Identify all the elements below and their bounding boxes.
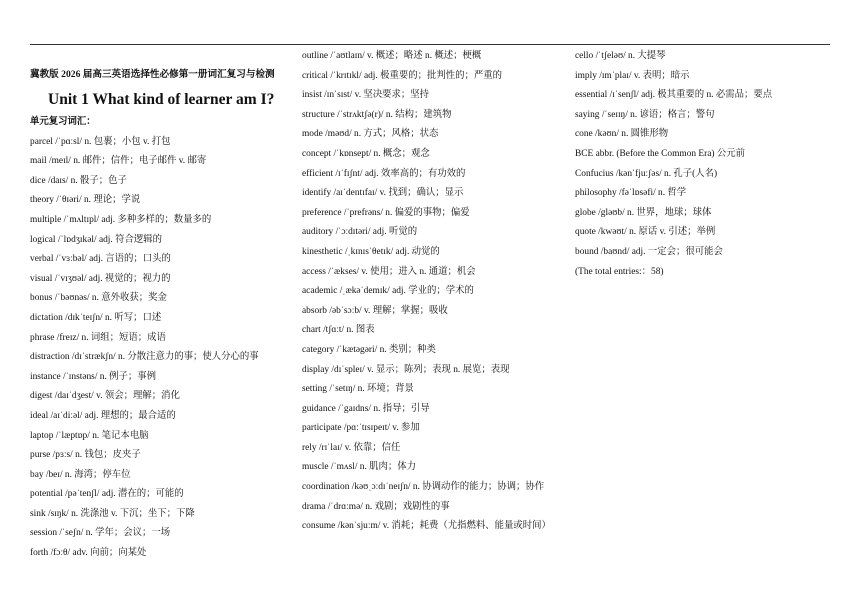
column-3 [575, 47, 825, 282]
vocab-entry: purse /pɜːs/ n. 钱包；皮夹子 [30, 450, 141, 461]
vocab-entry: logical /ˈlɒdʒɪkəl/ adj. 符合逻辑的 [30, 234, 162, 245]
vocab-entry: mail /meɪl/ n. 邮件；信件；电子邮件 v. 邮寄 [30, 156, 207, 167]
vocab-list-2 [302, 47, 564, 537]
vocab-entry: essential /ɪˈsenʃl/ adj. 极其重要的 n. 必需品；要点 [575, 90, 773, 101]
vocab-entry: display /dɪˈspleɪ/ v. 显示；陈列；表现 n. 展览；表现 [302, 364, 510, 375]
vocab-entry: consume /kənˈsjuːm/ v. 消耗；耗费（尤指燃料、能量或时间） [302, 521, 551, 532]
vocab-entry: absorb /əbˈsɔːb/ v. 理解；掌握；吸收 [302, 305, 448, 316]
vocab-entry: quote /kwəʊt/ n. 原话 v. 引述；举例 [575, 227, 716, 238]
vocab-entry: instance /ˈɪnstəns/ n. 例子；事例 [30, 371, 157, 382]
vocab-entry: theory /ˈθɪəri/ n. 理论；学说 [30, 195, 141, 206]
vocab-entry: category /ˈkætəgəri/ n. 类别；种类 [302, 344, 436, 355]
vocab-entry: bonus /ˈbəʊnəs/ n. 意外收获；奖金 [30, 293, 167, 304]
vocab-entry: insist /ɪnˈsɪst/ v. 坚决要求；坚持 [302, 90, 430, 101]
vocab-entry: auditory /ˈɔːdɪtəri/ adj. 听觉的 [302, 227, 418, 238]
vocab-entry: cello /ˈtʃeləʊ/ n. 大提琴 [575, 51, 666, 61]
vocab-entry: globe /gləʊb/ n. 世界，地球；球体 [575, 207, 712, 218]
vocab-entry: cone /kəʊn/ n. 圆锥形物 [575, 129, 669, 140]
vocab-entry: digest /daɪˈdʒest/ v. 领会；理解；消化 [30, 391, 180, 402]
vocab-entry: forth /fɔːθ/ adv. 向前；向某处 [30, 548, 147, 559]
vocab-entry: session /ˈseʃn/ n. 学年；会议；一场 [30, 528, 171, 539]
vocab-entry: access /ˈækses/ v. 使用；进入 n. 通道；机会 [302, 266, 476, 277]
header-rule [30, 44, 830, 45]
vocab-entry: dice /daɪs/ n. 骰子；色子 [30, 175, 127, 186]
vocab-entry: chart /tʃɑːt/ n. 图表 [302, 325, 375, 336]
vocab-entry: sink /sɪŋk/ n. 洗涤池 v. 下沉；坐下；下降 [30, 508, 195, 519]
unit-title: Unit 1 What kind of learner am I? [48, 91, 275, 108]
vocab-entry: (The total entries:：58) [575, 266, 664, 277]
vocab-entry: phrase /freɪz/ n. 词组；短语；成语 [30, 332, 166, 343]
vocab-entry: efficient /ɪˈfɪʃnt/ adj. 效率高的；有功效的 [302, 168, 466, 179]
vocab-entry: concept /ˈkɒnsept/ n. 概念；观念 [302, 148, 430, 159]
vocab-entry: philosophy /fəˈlɒsəfi/ n. 哲学 [575, 188, 687, 199]
section-label: 单元复习词汇： [30, 117, 96, 127]
vocab-entry: structure /ˈstrʌktʃə(r)/ n. 结构；建筑物 [302, 109, 452, 120]
vocab-entry: visual /ˈvɪʒʊəl/ adj. 视觉的；视力的 [30, 273, 171, 284]
vocab-entry: muscle /ˈmʌsl/ n. 肌肉；体力 [302, 462, 417, 473]
vocab-entry: ideal /aɪˈdiːəl/ adj. 理想的；最合适的 [30, 410, 176, 421]
vocab-entry: parcel /ˈpɑːsl/ n. 包裹；小包 v. 打包 [30, 136, 171, 147]
vocab-entry: dictation /dɪkˈteɪʃn/ n. 听写；口述 [30, 312, 162, 323]
vocab-entry: rely /rɪˈlaɪ/ v. 依靠；信任 [302, 442, 401, 453]
vocab-entry: setting /ˈsetɪŋ/ n. 环境；背景 [302, 384, 414, 395]
vocab-entry: laptop /ˈlæptɒp/ n. 笔记本电脑 [30, 430, 149, 441]
vocab-entry: BCE abbr. (Before the Common Era) 公元前 [575, 148, 746, 159]
vocab-entry: guidance /ˈgaɪdns/ n. 指导；引导 [302, 403, 430, 414]
vocab-entry: preference /ˈprefrəns/ n. 偏爱的事物；偏爱 [302, 207, 470, 218]
vocab-entry: multiple /ˈmʌltɪpl/ adj. 多种多样的；数量多的 [30, 214, 212, 225]
vocab-entry: drama /ˈdrɑːmə/ n. 戏剧；戏剧性的事 [302, 501, 450, 512]
vocab-entry: saying /ˈseɪɪŋ/ n. 谚语；格言；警句 [575, 109, 715, 120]
vocab-entry: outline /ˈaʊtlaɪn/ v. 概述；略述 n. 概述；梗概 [302, 51, 482, 61]
vocab-entry: verbal /ˈvɜːbəl/ adj. 言语的；口头的 [30, 254, 171, 265]
vocab-entry: participate /pɑːˈtɪsɪpeɪt/ v. 参加 [302, 423, 420, 434]
column-2 [302, 47, 564, 537]
vocab-entry: imply /ɪmˈplaɪ/ v. 表明；暗示 [575, 70, 690, 81]
document-title: 冀教版 2026 届高三英语选择性必修第一册词汇复习与检测 [30, 69, 275, 80]
vocab-entry: mode /məʊd/ n. 方式；风格；状态 [302, 129, 439, 140]
vocab-entry: coordination /kəʊˌɔːdɪˈneɪʃn/ n. 协调动作的能力；协调；协作 [302, 482, 545, 493]
vocab-list-3 [575, 47, 825, 282]
vocab-entry: kinesthetic /ˌkɪnɪsˈθetɪk/ adj. 动觉的 [302, 246, 440, 257]
vocab-entry: bay /beɪ/ n. 海湾；停车位 [30, 469, 131, 480]
vocab-entry: Confucius /kənˈfjuːʃəs/ n. 孔子(人名) [575, 168, 718, 179]
vocab-entry: potential /pəˈtenʃl/ adj. 潜在的；可能的 [30, 489, 184, 500]
column-1 [30, 47, 292, 564]
vocab-entry: distraction /dɪˈstrækʃn/ n. 分散注意力的事；使人分心的事 [30, 352, 259, 363]
vocab-entry: identify /aɪˈdentɪfaɪ/ v. 找到；确认；显示 [302, 188, 464, 199]
vocab-entry: bound /baʊnd/ adj. 一定会；很可能会 [575, 246, 723, 257]
vocab-list-1 [30, 133, 292, 564]
vocab-entry: critical /ˈkrɪtɪkl/ adj. 极重要的；批判性的；严重的 [302, 70, 502, 81]
vocab-entry: academic /ˌækəˈdemɪk/ adj. 学业的；学术的 [302, 286, 474, 297]
